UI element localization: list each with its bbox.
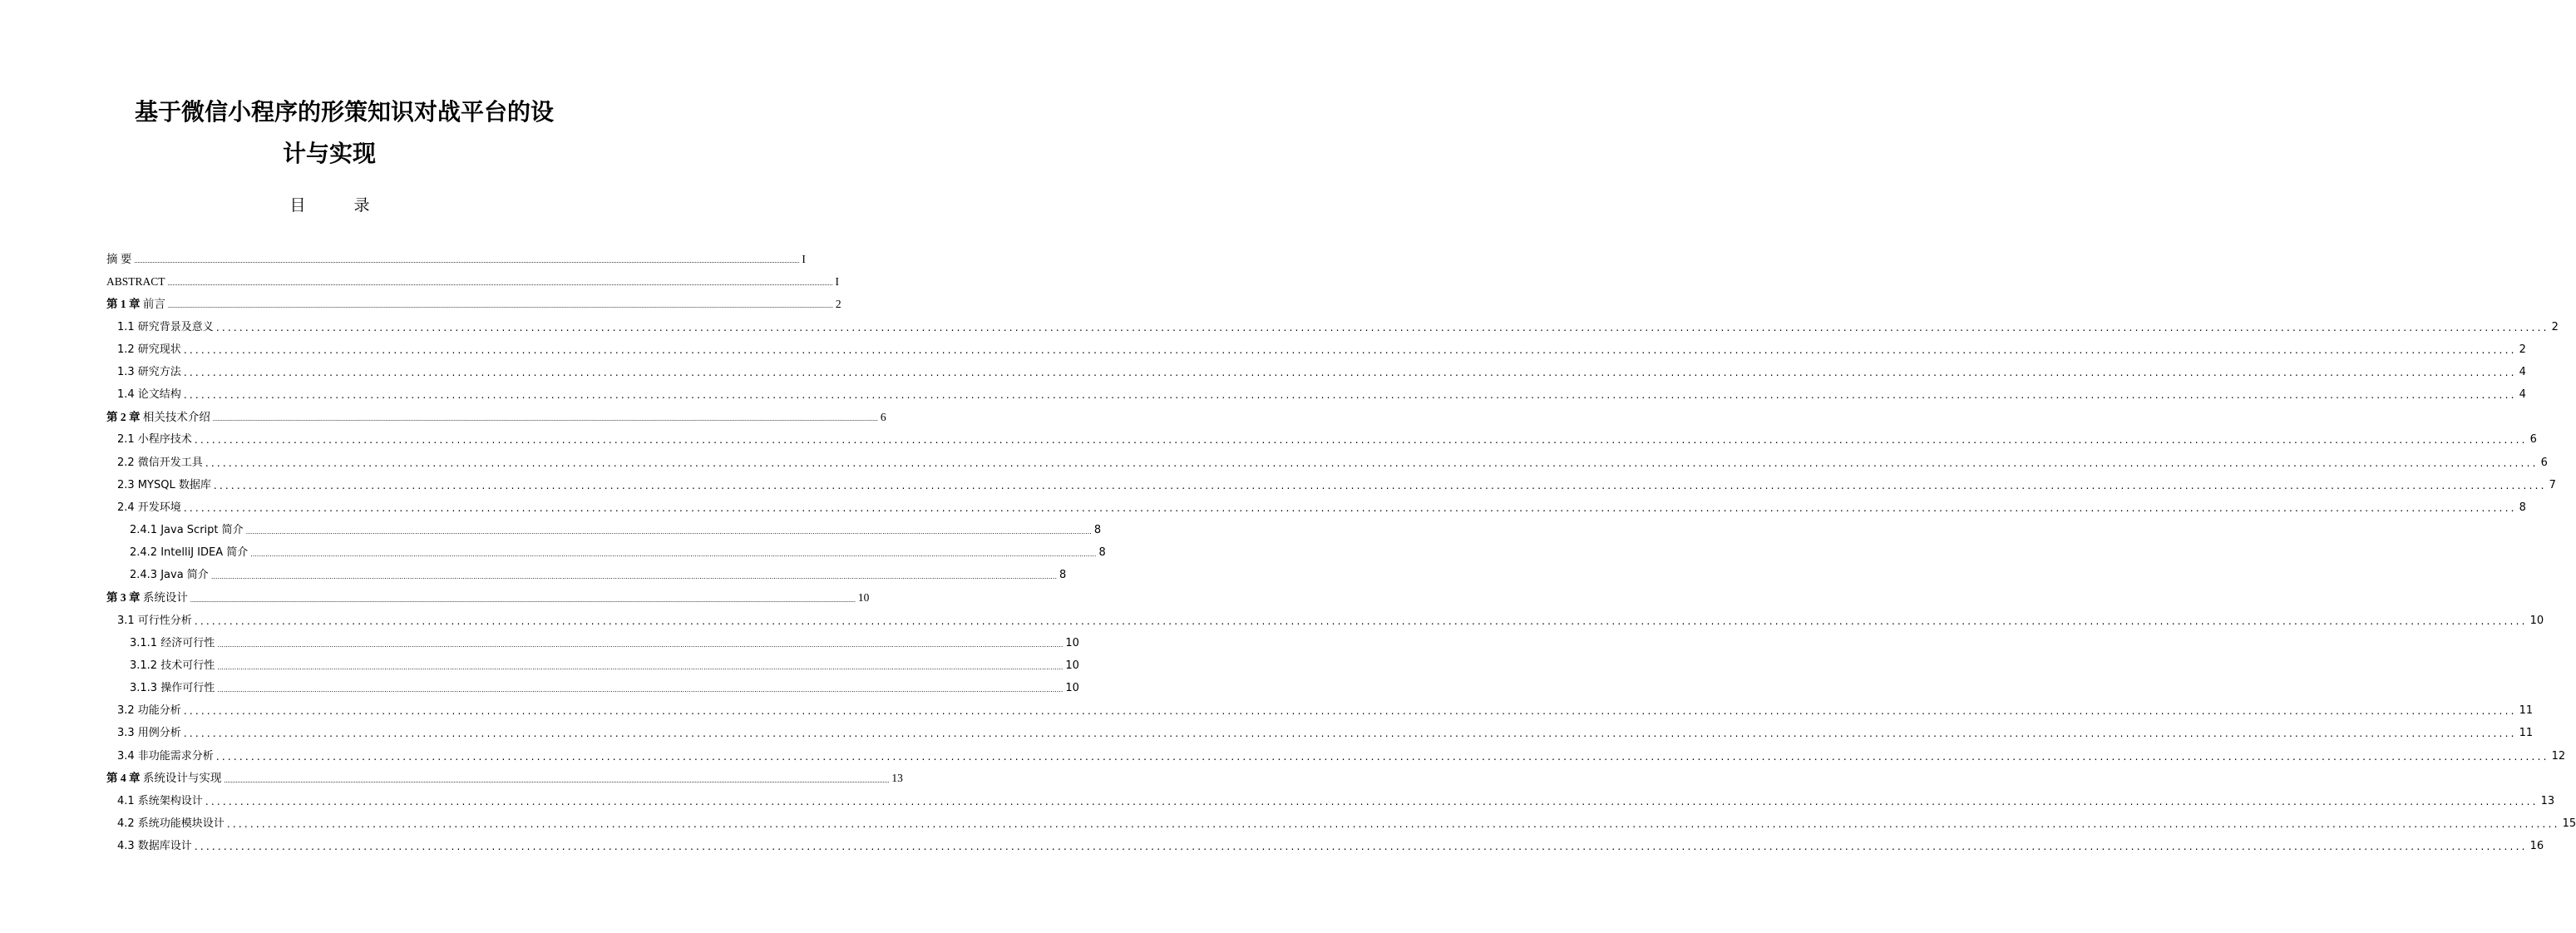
toc-entry-label xyxy=(130,638,215,649)
toc-entry[interactable] xyxy=(106,649,1079,672)
toc-page-number: 2 xyxy=(2519,343,2526,356)
toc-entry[interactable] xyxy=(106,491,2526,514)
toc-entry-text: 前言 xyxy=(142,297,165,310)
toc-page-number: 10 xyxy=(1065,636,1079,649)
toc-entry-text: 3.1.2 技术可行性 xyxy=(130,659,215,672)
toc-entry-text: 2.2 微信开发工具 xyxy=(117,456,203,469)
document-title-line-1: 基于微信小程序的形策知识对战平台的设 xyxy=(135,98,555,126)
toc-entry[interactable] xyxy=(106,807,2576,831)
toc-page-number: 6 xyxy=(880,410,886,423)
toc-entry-label xyxy=(117,344,181,355)
document-title-line-2: 计与实现 xyxy=(283,140,377,167)
toc-entry-label xyxy=(117,615,192,626)
toc-entry-label xyxy=(106,773,221,784)
toc-entry[interactable] xyxy=(106,581,870,604)
toc-dot-leader: ................................................................................................................................................................................................................................................................................................................................................................................................................ xyxy=(194,434,2528,447)
toc-dot-leader: ................................................................................................................................................................................................................................................................................................................................................................................................................ xyxy=(213,479,2547,491)
toc-entry-label xyxy=(106,299,165,310)
toc-dot-leader: ................................................................................................................................................................................................................................................................................................................................................................................................................ xyxy=(217,686,1063,694)
toc-entry-label xyxy=(117,502,181,513)
toc-page-number: 8 xyxy=(1059,569,1067,582)
toc-page-number: 4 xyxy=(2519,388,2526,402)
toc-entry-text: 系统设计与实现 xyxy=(142,772,222,785)
toc-entry-text: 2.4.2 IntelliJ IDEA 简介 xyxy=(130,546,249,560)
toc-entry[interactable] xyxy=(106,446,2548,469)
toc-entry-text: 3.1.3 操作可行性 xyxy=(130,682,215,695)
toc-page-number: 10 xyxy=(1065,682,1079,695)
toc-page-number: 10 xyxy=(1065,659,1079,672)
toc-chapter-number: 第 4 章 xyxy=(106,772,141,785)
toc-entry[interactable] xyxy=(106,423,2537,447)
toc-dot-leader: ................................................................................................................................................................................................................................................................................................................................................................................................................ xyxy=(217,640,1063,649)
toc-page-number: 8 xyxy=(1098,546,1106,560)
toc-entry[interactable] xyxy=(106,605,2544,627)
table-of-contents xyxy=(106,243,2576,853)
toc-entry-text: 3.1 可行性分析 xyxy=(117,614,192,627)
toc-entry-label xyxy=(130,660,215,671)
toc-page-number: 7 xyxy=(2549,478,2556,491)
toc-entry-text: 2.4 开发环境 xyxy=(117,501,181,514)
toc-entry-text: 1.4 论文结构 xyxy=(117,388,181,402)
toc-entry-text: 4.3 数据库设计 xyxy=(117,840,192,853)
toc-entry[interactable] xyxy=(106,830,2544,853)
toc-entry[interactable] xyxy=(106,469,2556,491)
toc-entry-label xyxy=(117,728,181,738)
toc-dot-leader: ................................................................................................................................................................................................................................................................................................................................................................................................................ xyxy=(226,818,2560,831)
toc-dot-leader: ................................................................................................................................................................................................................................................................................................................................................................................................................ xyxy=(183,366,2517,378)
toc-entry[interactable] xyxy=(106,672,1079,695)
toc-entry-text: 系统设计 xyxy=(142,591,188,604)
toc-entry-label xyxy=(117,457,203,468)
toc-entry[interactable] xyxy=(106,763,903,785)
toc-dot-leader: ................................................................................................................................................................................................................................................................................................................................................................................................................ xyxy=(190,595,856,604)
toc-entry-text: 4.2 系统功能模块设计 xyxy=(117,817,225,831)
toc-page-number: 11 xyxy=(2519,704,2534,718)
toc-dot-leader: ................................................................................................................................................................................................................................................................................................................................................................................................................ xyxy=(205,795,2539,807)
toc-entry-label xyxy=(117,367,181,378)
toc-entry-label xyxy=(106,412,210,423)
toc-entry[interactable] xyxy=(106,243,806,265)
toc-entry-label xyxy=(130,525,244,536)
toc-chapter-number: 第 2 章 xyxy=(106,410,141,423)
toc-entry-label xyxy=(117,818,225,829)
toc-entry[interactable] xyxy=(106,333,2526,356)
toc-entry-label xyxy=(117,322,214,333)
toc-dot-leader: ................................................................................................................................................................................................................................................................................................................................................................................................................ xyxy=(205,457,2539,469)
toc-entry-label xyxy=(117,480,211,491)
toc-entry[interactable] xyxy=(106,536,1106,560)
toc-entry-label xyxy=(106,592,188,604)
toc-entry[interactable] xyxy=(106,627,1079,649)
toc-entry-text: ABSTRACT xyxy=(106,274,165,288)
toc-dot-leader: ................................................................................................................................................................................................................................................................................................................................................................................................................ xyxy=(250,550,1097,559)
toc-entry[interactable] xyxy=(106,356,2526,378)
toc-dot-leader: ................................................................................................................................................................................................................................................................................................................................................................................................................ xyxy=(183,501,2517,514)
toc-dot-leader: ................................................................................................................................................................................................................................................................................................................................................................................................................ xyxy=(183,343,2517,356)
toc-dot-leader: ................................................................................................................................................................................................................................................................................................................................................................................................................ xyxy=(183,705,2517,718)
toc-entry-text: 3.3 用例分析 xyxy=(117,727,181,740)
toc-page-number: 13 xyxy=(891,772,903,785)
toc-dot-leader: ................................................................................................................................................................................................................................................................................................................................................................................................................ xyxy=(194,841,2528,853)
toc-dot-leader: ................................................................................................................................................................................................................................................................................................................................................................................................................ xyxy=(134,257,800,265)
toc-page-number: I xyxy=(835,274,840,288)
toc-page-number: 8 xyxy=(2519,501,2526,514)
toc-entry-text: 1.1 研究背景及意义 xyxy=(117,320,214,333)
toc-page-number: 10 xyxy=(2529,614,2544,627)
toc-entry-text: 3.2 功能分析 xyxy=(117,704,181,718)
toc-dot-leader: ................................................................................................................................................................................................................................................................................................................................................................................................................ xyxy=(224,776,890,784)
toc-dot-leader: ................................................................................................................................................................................................................................................................................................................................................................................................................ xyxy=(167,279,833,288)
toc-page-number: 11 xyxy=(2519,727,2534,740)
toc-entry[interactable] xyxy=(106,785,2555,807)
toc-entry[interactable] xyxy=(106,288,841,310)
toc-entry[interactable] xyxy=(106,265,840,288)
toc-entry-text: 4.1 系统架构设计 xyxy=(117,794,203,807)
toc-entry-text: 2.4.3 Java 简介 xyxy=(130,569,209,582)
toc-entry[interactable] xyxy=(106,401,886,423)
toc-page-number: 6 xyxy=(2540,456,2548,469)
toc-dot-leader: ................................................................................................................................................................................................................................................................................................................................................................................................................ xyxy=(167,302,833,310)
toc-entry[interactable] xyxy=(106,559,1067,582)
toc-page-number: 16 xyxy=(2529,840,2544,853)
toc-entry[interactable] xyxy=(106,739,2566,763)
toc-page-number: 2 xyxy=(2551,320,2559,333)
toc-page-number: 13 xyxy=(2540,794,2555,807)
toc-dot-leader: ................................................................................................................................................................................................................................................................................................................................................................................................................ xyxy=(212,415,878,423)
toc-entry-label xyxy=(106,276,165,288)
toc-entry-label xyxy=(117,389,181,400)
toc-page-number: 12 xyxy=(2551,749,2566,763)
toc-entry-label xyxy=(117,434,192,445)
toc-dot-leader: ................................................................................................................................................................................................................................................................................................................................................................................................................ xyxy=(210,573,1057,581)
toc-entry[interactable] xyxy=(106,694,2534,718)
toc-chapter-number: 第 3 章 xyxy=(106,591,141,604)
toc-entry[interactable] xyxy=(106,378,2526,402)
toc-page-number: I xyxy=(802,252,806,265)
toc-dot-leader: ................................................................................................................................................................................................................................................................................................................................................................................................................ xyxy=(183,389,2517,402)
toc-entry-label xyxy=(117,705,181,716)
toc-page-number: 10 xyxy=(857,591,870,604)
toc-entry-label xyxy=(130,683,215,694)
toc-entry-text: 3.4 非功能需求分析 xyxy=(117,749,214,763)
toc-entry-label xyxy=(130,547,248,558)
toc-entry-text: 摘 要 xyxy=(106,252,132,265)
toc-page-number: 6 xyxy=(2529,433,2537,447)
toc-heading: 目 录 xyxy=(289,196,392,215)
toc-entry-text: 2.1 小程序技术 xyxy=(117,433,192,447)
toc-entry[interactable] xyxy=(106,310,2559,333)
toc-dot-leader: ................................................................................................................................................................................................................................................................................................................................................................................................................ xyxy=(245,528,1092,536)
toc-chapter-number: 第 1 章 xyxy=(106,297,141,310)
toc-entry-label xyxy=(106,254,131,265)
toc-entry[interactable] xyxy=(106,717,2534,740)
toc-entry-label xyxy=(117,751,214,762)
toc-entry[interactable] xyxy=(106,514,1102,537)
toc-dot-leader: ................................................................................................................................................................................................................................................................................................................................................................................................................ xyxy=(194,615,2528,627)
toc-entry-text: 2.4.1 Java Script 简介 xyxy=(130,524,244,537)
toc-page-number: 2 xyxy=(835,297,841,310)
toc-page-number: 15 xyxy=(2562,817,2576,831)
toc-entry-label xyxy=(117,796,203,807)
toc-entry-text: 1.3 研究方法 xyxy=(117,365,181,378)
toc-entry-text: 2.3 MYSQL 数据库 xyxy=(117,478,211,491)
toc-page-number: 4 xyxy=(2519,365,2526,378)
toc-page-number: 8 xyxy=(1093,524,1102,537)
toc-dot-leader: ................................................................................................................................................................................................................................................................................................................................................................................................................ xyxy=(215,750,2549,763)
toc-entry-text: 3.1.1 经济可行性 xyxy=(130,636,215,649)
toc-dot-leader: ................................................................................................................................................................................................................................................................................................................................................................................................................ xyxy=(217,663,1063,671)
toc-dot-leader: ................................................................................................................................................................................................................................................................................................................................................................................................................ xyxy=(215,321,2549,333)
toc-entry-label xyxy=(117,841,192,852)
toc-entry-text: 相关技术介绍 xyxy=(142,410,210,423)
toc-entry-text: 1.2 研究现状 xyxy=(117,343,181,356)
toc-entry-label xyxy=(130,570,209,580)
toc-dot-leader: ................................................................................................................................................................................................................................................................................................................................................................................................................ xyxy=(183,728,2517,740)
